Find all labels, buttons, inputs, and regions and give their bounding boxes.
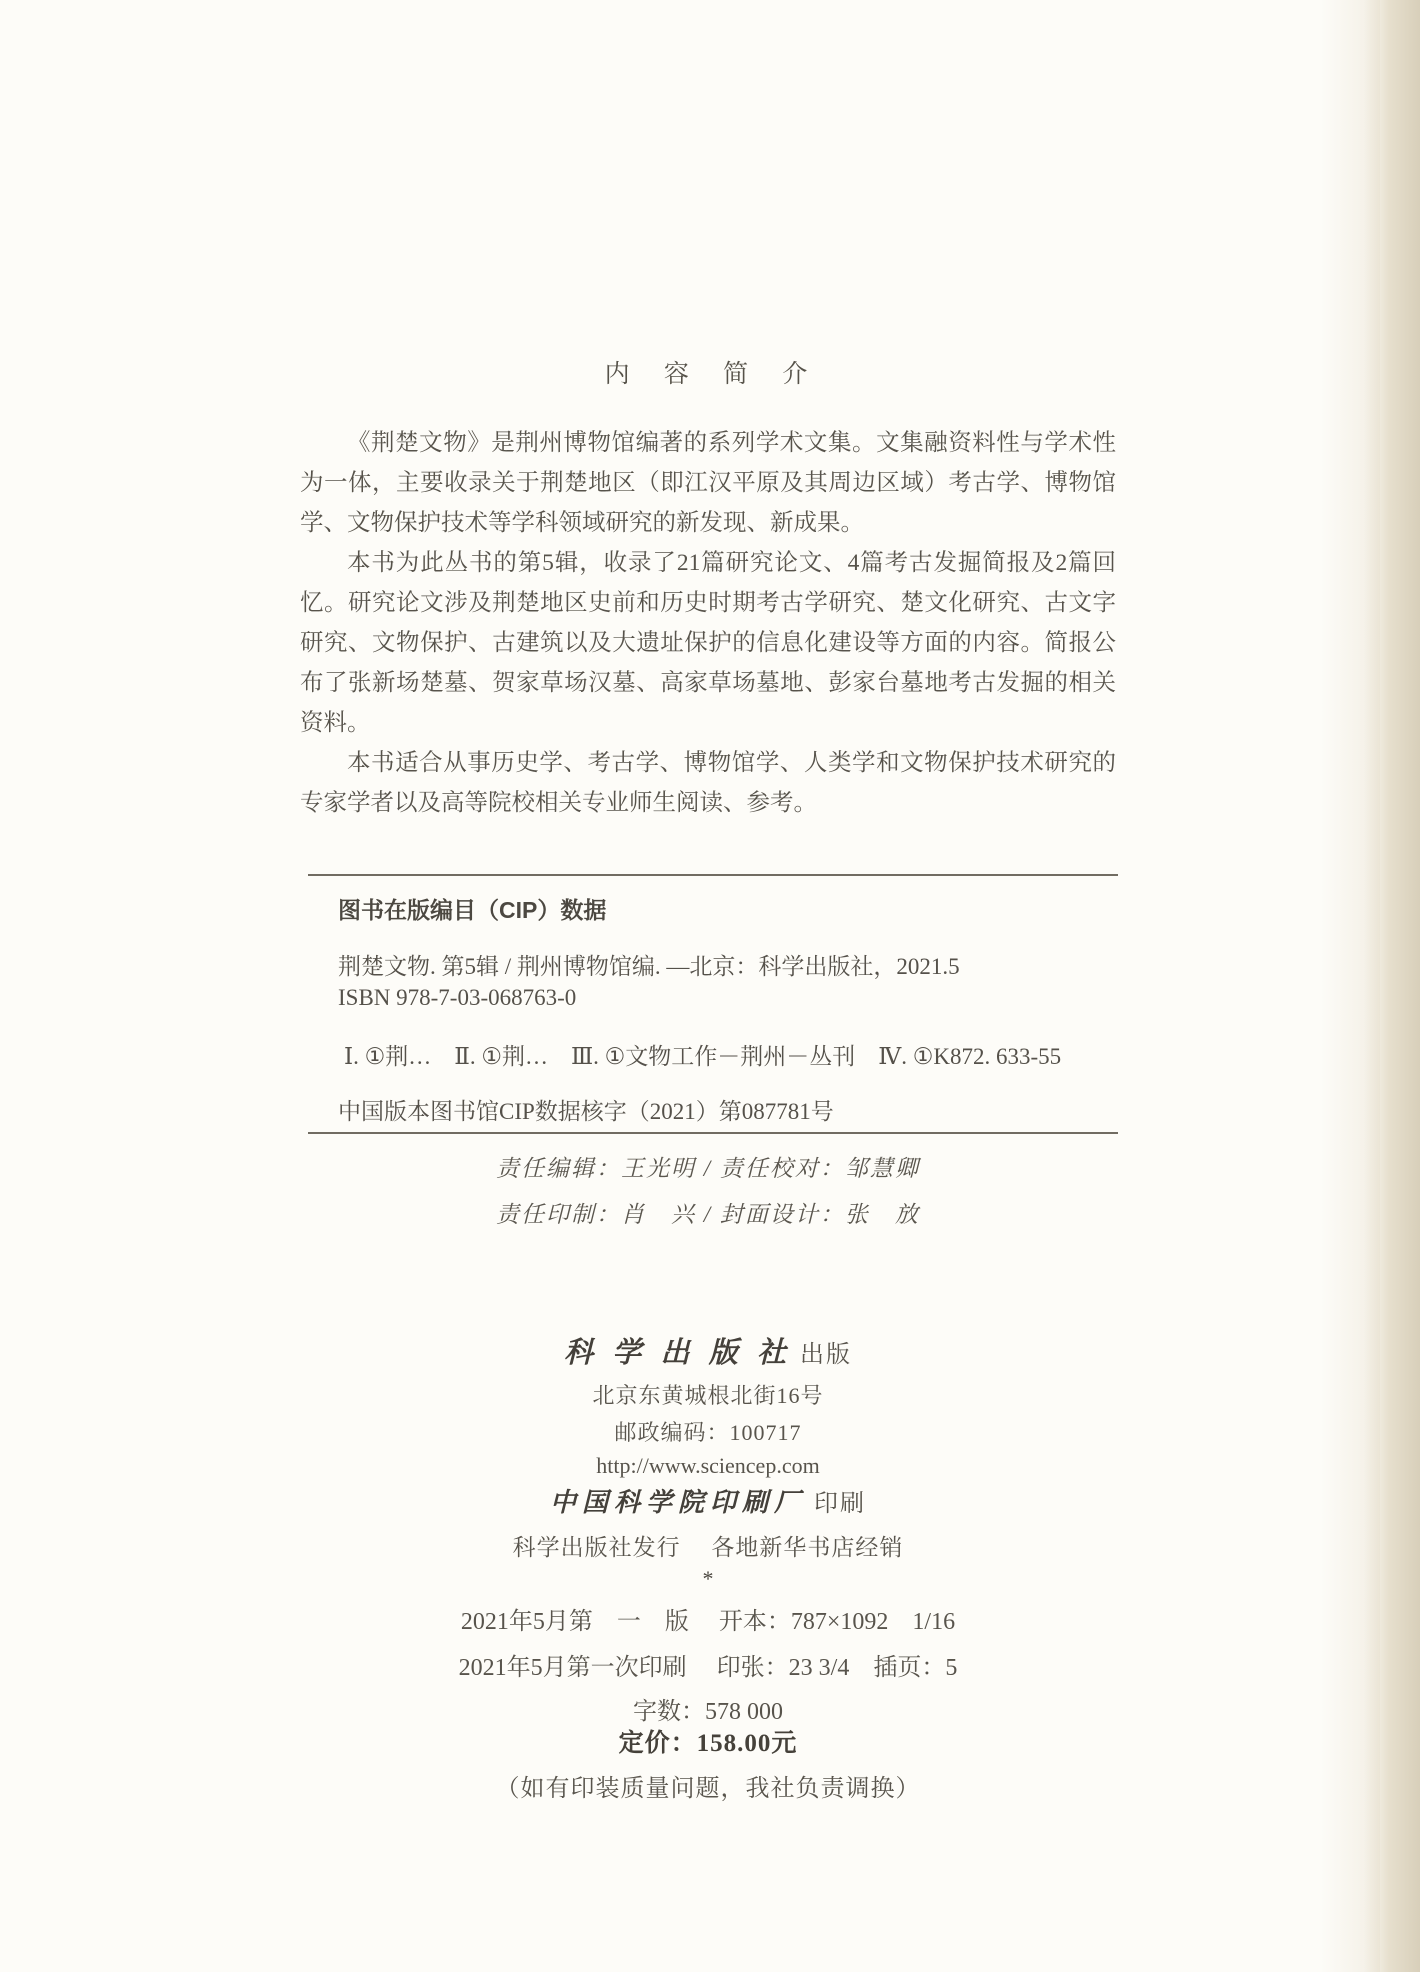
page-title: 内 容 简 介 [604, 361, 812, 388]
cip-isbn-line: ISBN 978-7-03-068763-0 [338, 985, 577, 1010]
printer-script-logo: 中国科学院印刷厂 [549, 1488, 806, 1517]
cip-classification-line: Ⅰ. ①荆… Ⅱ. ①荆… Ⅲ. ①文物工作－荆州－丛刊 Ⅳ. ①K872. 633-55 [344, 1044, 1062, 1069]
cip-record-line: 荆楚文物. 第5辑 / 荆州博物馆编. —北京：科学出版社，2021.5 [338, 954, 960, 979]
intro-paragraph: 《荆楚文物》是荆州博物馆编著的系列学术文集。文集融资料性与学术性为一体，主要收录关于荆楚地区（即江汉平原及其周边区域）考古学、博物馆学、文物保护技术等学科领域研究的新发现、新成果。 [300, 430, 1116, 536]
intro-paragraphs [300, 423, 1116, 823]
publisher-script-logo: 科 学 出 版 社 [563, 1337, 792, 1369]
intro-paragraph: 本书适合从事历史学、考古学、博物馆学、人类学和文物保护技术研究的专家学者以及高等院校相关专业师生阅读、参考。 [300, 750, 1116, 816]
separator-star: * [702, 1566, 714, 1591]
printer-line [300, 1482, 1116, 1519]
publisher-line [300, 1330, 1116, 1371]
staff-print-design-line: 责任印制：肖 兴 / 封面设计：张 放 [496, 1202, 920, 1227]
edition-line: 2021年5月第 一 版 开本：787×1092 1/16 [460, 1609, 956, 1635]
postcode-line: 邮政编码：100717 [614, 1420, 802, 1445]
quality-notice-line: （如有印装质量问题，我社负责调换） [495, 1776, 921, 1802]
printer-suffix: 印刷 [806, 1491, 866, 1517]
printing-line: 2021年5月第一次印刷 印张：23 3/4 插页：5 [458, 1655, 958, 1681]
cip-registry-line: 中国版本图书馆CIP数据核字（2021）第087781号 [338, 1099, 834, 1124]
cip-header: 图书在版编目（CIP）数据 [338, 897, 607, 923]
intro-paragraph: 本书为此丛书的第5辑，收录了21篇研究论文、4篇考古发掘简报及2篇回忆。研究论文涉及荆楚地区史前和历史时期考古学研究、楚文化研究、古文字研究、文物保护、古建筑以及大遗址保护的信息化建设等方面的内容。简报公布了张新场楚墓、贺家草场汉墓、高家草场墓地、彭家台墓地考古发掘的相关资料。 [300, 550, 1116, 736]
website-line: http://www.sciencep.com [596, 1453, 820, 1478]
distribution-line: 科学出版社发行 各地新华书店经销 [512, 1535, 904, 1560]
cip-box [308, 874, 1118, 1134]
publisher-suffix: 出版 [792, 1342, 852, 1368]
word-count-line: 字数：578 000 [633, 1699, 783, 1725]
publisher-address-line: 北京东黄城根北街16号 [592, 1383, 824, 1408]
page-edge-shadow [1364, 0, 1420, 1972]
staff-editors-line: 责任编辑：王光明 / 责任校对：邹慧卿 [496, 1156, 920, 1181]
price-line: 定价：158.00元 [618, 1730, 798, 1757]
